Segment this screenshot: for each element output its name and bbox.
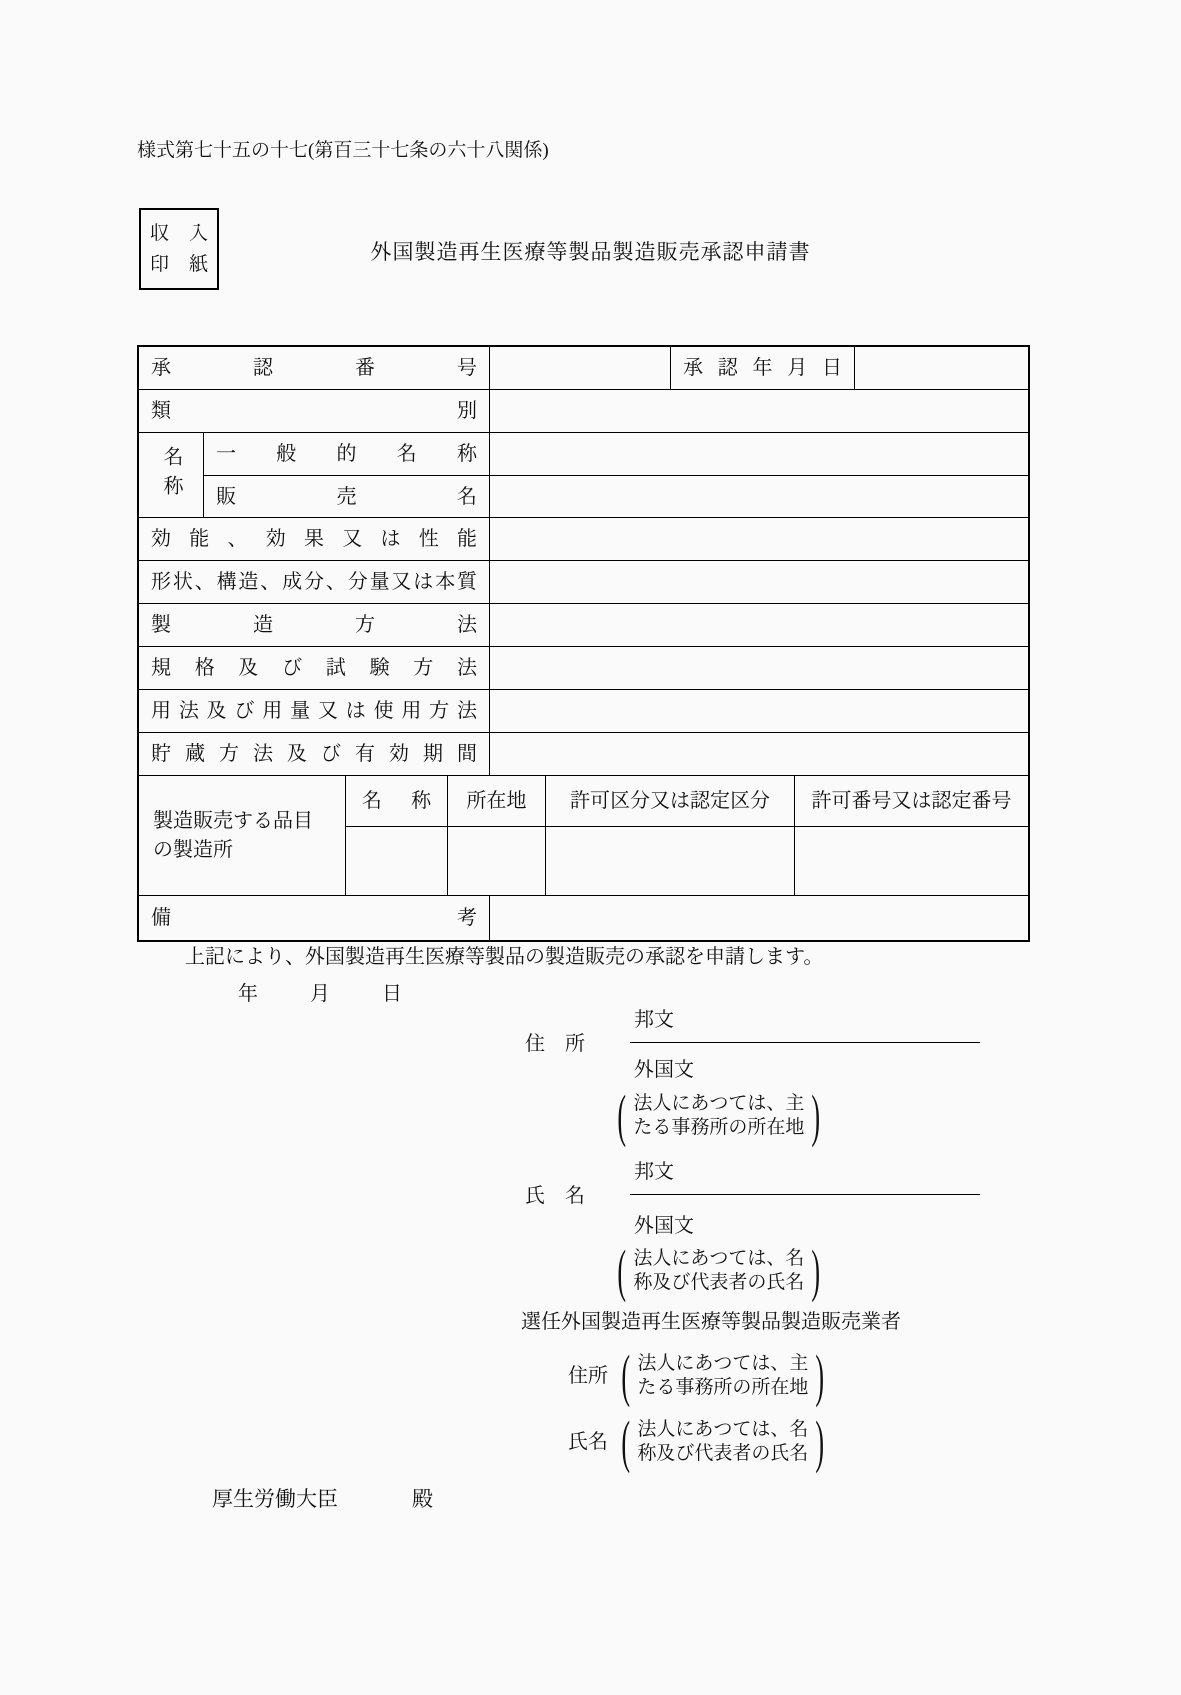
site-license-class-column <box>545 776 794 895</box>
applicant-address-label: 住 所 <box>525 1033 585 1055</box>
name-foreign-label: 外国文 <box>634 1215 694 1237</box>
composition-field[interactable] <box>489 561 1028 603</box>
manufacturing-method-field[interactable] <box>489 604 1028 646</box>
name-japanese-input-line[interactable] <box>630 1194 980 1195</box>
remarks-label-cell <box>139 896 489 940</box>
page-title: 外国製造再生医療等製品製造販売承認申請書 <box>370 240 811 264</box>
row-efficacy <box>139 517 1028 560</box>
name-fields-column <box>489 433 1028 517</box>
site-col-license-class-label: 許可区分又は認定区分 <box>570 790 770 812</box>
site-name-header-cell <box>346 776 447 826</box>
row-remarks <box>139 895 1028 940</box>
site-license-number-column <box>794 776 1028 895</box>
form-number: 様式第七十五の十七(第百三十七条の六十八関係) <box>137 140 549 161</box>
remarks-label: 備考 <box>151 907 477 929</box>
row-category <box>139 389 1028 432</box>
honorific-label: 殿 <box>412 1487 433 1511</box>
open-paren-glyph: ( <box>621 1343 631 1408</box>
dosage-field[interactable] <box>489 690 1028 732</box>
name-note-line2: 称及び代表者の氏名 <box>633 1272 805 1294</box>
approval-date-label: 承認年月日 <box>683 357 842 379</box>
row-names <box>139 432 1028 517</box>
category-label-cell <box>139 390 489 432</box>
date-year-label: 年 <box>238 983 258 1005</box>
site-location-column <box>447 776 545 895</box>
stamp-line-2: 印紙 <box>150 254 208 275</box>
agent-address-row <box>568 1343 830 1408</box>
composition-label: 形状、構造、成分、分量又は本質 <box>151 571 477 593</box>
row-manufacturing-method <box>139 603 1028 646</box>
row-composition <box>139 560 1028 603</box>
approval-number-label-cell <box>139 347 489 389</box>
agent-heading: 選任外国製造再生医療等製品製造販売業者 <box>521 1311 901 1333</box>
approval-number-label: 承認番号 <box>151 357 477 379</box>
site-license-number-field[interactable] <box>795 826 1028 895</box>
address-note-line1: 法人にあつては、主 <box>633 1093 805 1115</box>
address-legal-note <box>612 1083 826 1148</box>
date-month-label: 月 <box>310 983 330 1005</box>
composition-label-cell <box>139 561 489 603</box>
brand-name-label: 販売名 <box>216 485 477 508</box>
applicant-name-label: 氏 名 <box>525 1185 585 1207</box>
agent-name-note-line2: 称及び代表者の氏名 <box>637 1443 809 1465</box>
agent-address-note <box>616 1343 830 1408</box>
row-approval <box>139 347 1028 389</box>
site-name-column <box>345 776 447 895</box>
storage-label-cell <box>139 733 489 775</box>
row-dosage <box>139 689 1028 732</box>
manufacturing-method-label-cell <box>139 604 489 646</box>
name-labels-column <box>203 433 489 517</box>
remarks-field[interactable] <box>489 896 1028 940</box>
address-japanese-label: 邦文 <box>634 1009 674 1031</box>
agent-name-row <box>568 1409 830 1474</box>
storage-field[interactable] <box>489 733 1028 775</box>
close-paren-glyph: ) <box>815 1343 825 1408</box>
minister-label: 厚生労働大臣 <box>212 1487 338 1511</box>
stamp-line-1: 収入 <box>150 223 208 244</box>
address-japanese-input-line[interactable] <box>630 1042 980 1043</box>
category-label: 類別 <box>151 400 477 422</box>
efficacy-field[interactable] <box>489 518 1028 560</box>
site-label: 製造販売する品目の製造所 <box>153 809 313 861</box>
minister-line <box>212 1489 433 1510</box>
close-paren-glyph: ) <box>811 1238 821 1303</box>
approval-date-field[interactable] <box>854 347 1028 389</box>
site-location-header-cell <box>448 776 545 826</box>
name-group-label: 名称 <box>160 446 182 504</box>
name-japanese-label: 邦文 <box>634 1161 674 1183</box>
brand-name-label-cell <box>204 475 489 517</box>
site-license-class-header-cell <box>546 776 794 826</box>
close-paren-glyph: ) <box>811 1083 821 1148</box>
site-col-license-number-label: 許可番号又は認定番号 <box>811 790 1012 812</box>
site-label-cell <box>139 776 345 895</box>
generic-name-label-cell <box>204 433 489 475</box>
storage-label: 貯蔵方法及び有効期間 <box>151 743 477 765</box>
name-group-label-cell <box>139 433 203 517</box>
application-table <box>137 345 1030 942</box>
site-name-field[interactable] <box>346 826 447 895</box>
open-paren-glyph: ( <box>617 1083 627 1148</box>
dosage-label-cell <box>139 690 489 732</box>
site-location-field[interactable] <box>448 826 545 895</box>
date-day-label: 日 <box>382 983 402 1005</box>
specifications-field[interactable] <box>489 647 1028 689</box>
open-paren-glyph: ( <box>617 1238 627 1303</box>
agent-address-note-line2: たる事務所の所在地 <box>637 1377 809 1399</box>
manufacturing-method-label: 製造方法 <box>151 614 477 636</box>
brand-name-field[interactable] <box>490 475 1028 517</box>
approval-date-label-cell <box>670 347 854 389</box>
approval-number-field[interactable] <box>489 347 670 389</box>
category-field[interactable] <box>489 390 1028 432</box>
agent-name-label: 氏名 <box>568 1431 608 1454</box>
efficacy-label: 効能、効果又は性能 <box>151 528 477 550</box>
address-foreign-label: 外国文 <box>634 1059 694 1081</box>
site-license-number-header-cell <box>795 776 1028 826</box>
row-storage <box>139 732 1028 775</box>
name-note-line1: 法人にあつては、名 <box>633 1248 805 1270</box>
generic-name-field[interactable] <box>490 433 1028 475</box>
generic-name-label: 一般的名称 <box>216 443 477 465</box>
specifications-label: 規格及び試験方法 <box>151 657 477 679</box>
specifications-label-cell <box>139 647 489 689</box>
dosage-label: 用法及び用量又は使用方法 <box>151 700 477 722</box>
agent-name-note-line1: 法人にあつては、名 <box>637 1419 809 1441</box>
date-line[interactable] <box>238 984 402 1004</box>
row-manufacturing-sites <box>139 775 1028 895</box>
address-note-line2: たる事務所の所在地 <box>633 1117 805 1139</box>
declaration-text: 上記により、外国製造再生医療等製品の製造販売の承認を申請します。 <box>185 946 824 968</box>
close-paren-glyph: ) <box>815 1409 825 1474</box>
site-col-name-label: 名称 <box>362 790 431 812</box>
site-license-class-field[interactable] <box>546 826 794 895</box>
agent-address-label: 住所 <box>568 1365 608 1388</box>
agent-name-note <box>616 1409 830 1474</box>
name-legal-note <box>612 1238 826 1303</box>
agent-address-note-line1: 法人にあつては、主 <box>637 1353 809 1375</box>
row-specifications <box>139 646 1028 689</box>
site-col-location-label: 所在地 <box>466 790 527 812</box>
efficacy-label-cell <box>139 518 489 560</box>
open-paren-glyph: ( <box>621 1409 631 1474</box>
